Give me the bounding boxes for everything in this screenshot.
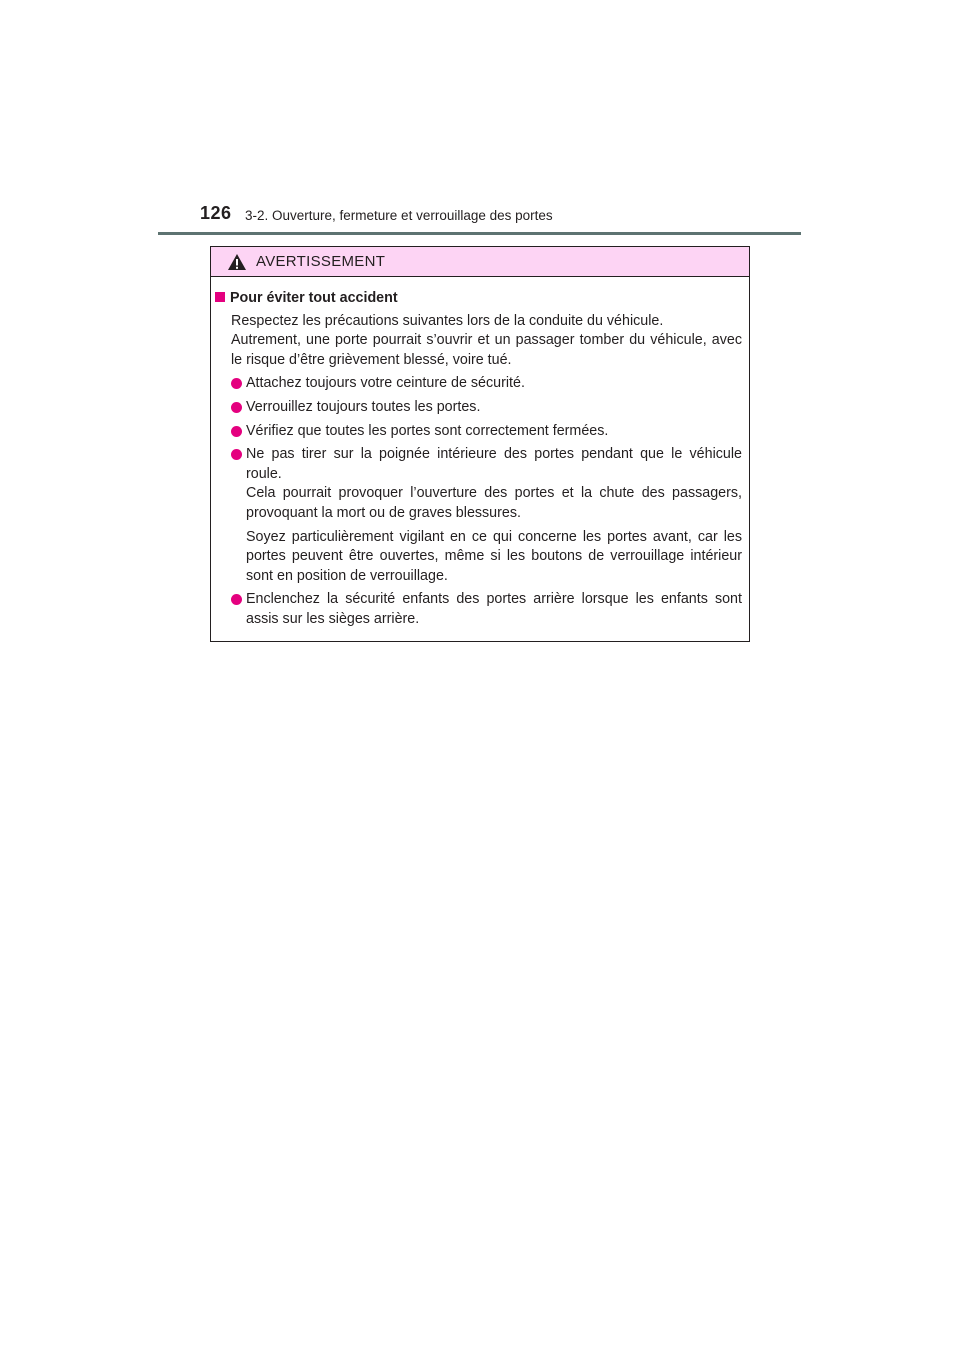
square-bullet-icon — [215, 292, 225, 302]
list-item-text: Verrouillez toujours toutes les portes. — [246, 398, 481, 415]
section-title: 3-2. Ouverture, fermeture et verrouillage des portes — [245, 208, 553, 223]
warning-intro — [215, 312, 742, 371]
list-item-text: Enclenchez la sécurité enfants des portes arrière lorsque les enfants sont assis sur les sièges arrière. — [246, 591, 742, 627]
header-divider — [158, 232, 801, 235]
warning-heading: Pour éviter tout accident — [230, 290, 398, 306]
list-item — [215, 445, 742, 523]
warning-note: Soyez particulièrement vigilant en ce qui concerne les portes avant, car les portes peuvent être ouvertes, même si les boutons de verrouillage intérieur sont en position de verrouillage. — [246, 528, 742, 584]
list-item-text: Ne pas tirer sur la poignée intérieure des portes pendant que le véhicule roule. — [246, 446, 742, 482]
list-item — [215, 422, 742, 442]
circle-bullet-icon — [231, 402, 242, 413]
warning-title: AVERTISSEMENT — [256, 253, 386, 270]
list-item — [215, 374, 742, 394]
circle-bullet-icon — [231, 449, 242, 460]
circle-bullet-icon — [231, 426, 242, 437]
circle-bullet-icon — [231, 594, 242, 605]
list-item — [215, 398, 742, 418]
warning-header — [211, 247, 749, 277]
list-item — [215, 590, 742, 629]
intro-line: Autrement, une porte pourrait s’ouvrir et un passager tomber du véhicule, avec le risque d’être grièvement blessé, voire tué. — [231, 332, 742, 368]
warning-triangle-icon — [227, 253, 247, 271]
list-item-text: Attachez toujours votre ceinture de sécurité. — [246, 375, 525, 392]
circle-bullet-icon — [231, 378, 242, 389]
warning-heading-row — [215, 289, 742, 309]
page-number: 126 — [200, 203, 232, 223]
intro-line: Respectez les précautions suivantes lors de la conduite du véhicule. — [231, 312, 664, 329]
list-item-text: Vérifiez que toutes les portes sont correctement fermées. — [246, 422, 609, 439]
warning-body — [211, 277, 749, 630]
warning-box — [210, 246, 750, 642]
list-item-content — [246, 445, 742, 523]
list-item-extra: Cela pourrait provoquer l’ouverture des portes et la chute des passagers, provoquant la mort ou de graves blessures. — [246, 485, 742, 521]
